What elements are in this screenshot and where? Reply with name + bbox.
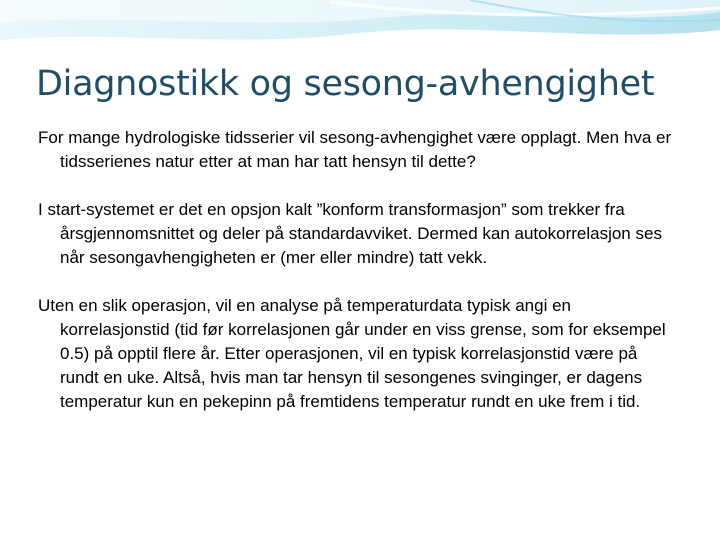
paragraph-2: I start-systemet er det en opsjon kalt ”konform transformasjon” som trekker fra årsgjennomsnittet og deler på standardavviket. Dermed kan autokorrelasjon ses når sesongavhengigheten er (mer eller mindre) tatt vekk. [38,200,662,267]
decorative-wave-banner [0,0,720,60]
slide-body [38,126,678,414]
paragraph-3: Uten en slik operasjon, vil en analyse på temperaturdata typisk angi en korrelasjonstid (tid før korrelasjonen går under en viss grense, som for eksempel 0.5) på opptil flere år. Etter operasjonen, vil en typisk korrelasjonstid være på rundt en uke. Altså, hvis man tar hensyn til sesongenes svinginger, er dagens temperatur kun en pekepinn på fremtidens temperatur rundt en uke frem i tid. [38,296,666,411]
slide-title: Diagnostikk og sesong-avhengighet [36,64,655,104]
paragraph-1: For mange hydrologiske tidsserier vil sesong-avhengighet være opplagt. Men hva er tidsserienes natur etter at man har tatt hensyn til dette? [38,128,672,171]
